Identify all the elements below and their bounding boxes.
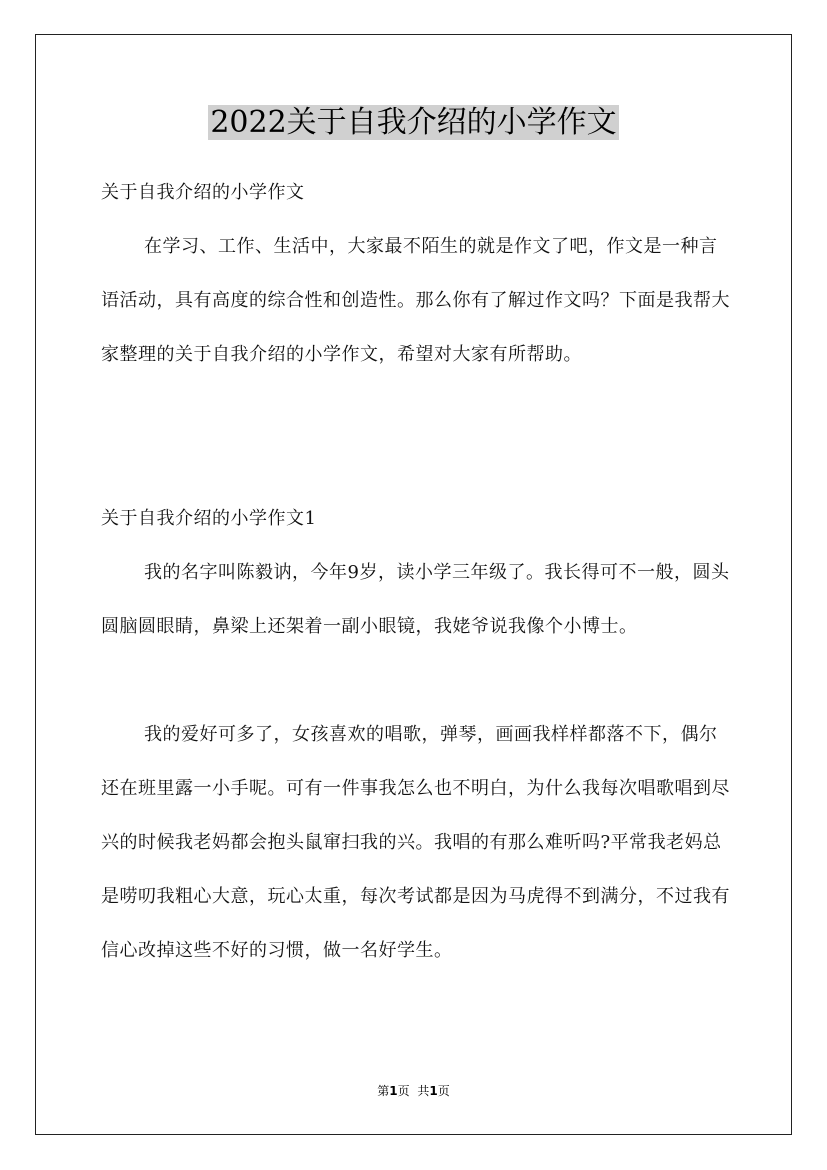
intro-paragraph: 在学习、工作、生活中，大家最不陌生的就是作文了吧，作文是一种言语活动，具有高度的综合性和创造性。那么你有了解过作文吗？下面是我帮大家整理的关于自我介绍的小学作文，希望对大家有所帮助。 [101, 236, 730, 365]
total-pages: 1 [429, 1084, 438, 1098]
page-footer: 第1页 共1页 [377, 1084, 450, 1098]
subtitle: 关于自我介绍的小学作文 [101, 182, 305, 203]
paragraph-2: 我的爱好可多了，女孩喜欢的唱歌，弹琴，画画我样样都落不下，偶尔还在班里露一小手呢。可有一件事我怎么也不明白，为什么我每次唱歌唱到尽兴的时候我老妈都会抱头鼠窜扫我的兴。我唱的有那么难听吗?平常我老妈总是唠叨我粗心大意，玩心太重，每次考试都是因为马虎得不到满分，不过我有信心改掉这些不好的习惯，做一名好学生。 [101, 724, 730, 961]
paragraph-1: 我的名字叫陈毅讷，今年9岁，读小学三年级了。我长得可不一般，圆头圆脑圆眼睛，鼻梁上还架着一副小眼镜，我姥爷说我像个小博士。 [101, 562, 730, 637]
section-heading: 关于自我介绍的小学作文1 [101, 508, 317, 529]
document-title: 2022关于自我介绍的小学作文 [210, 105, 617, 140]
page-number: 1 [389, 1084, 398, 1098]
